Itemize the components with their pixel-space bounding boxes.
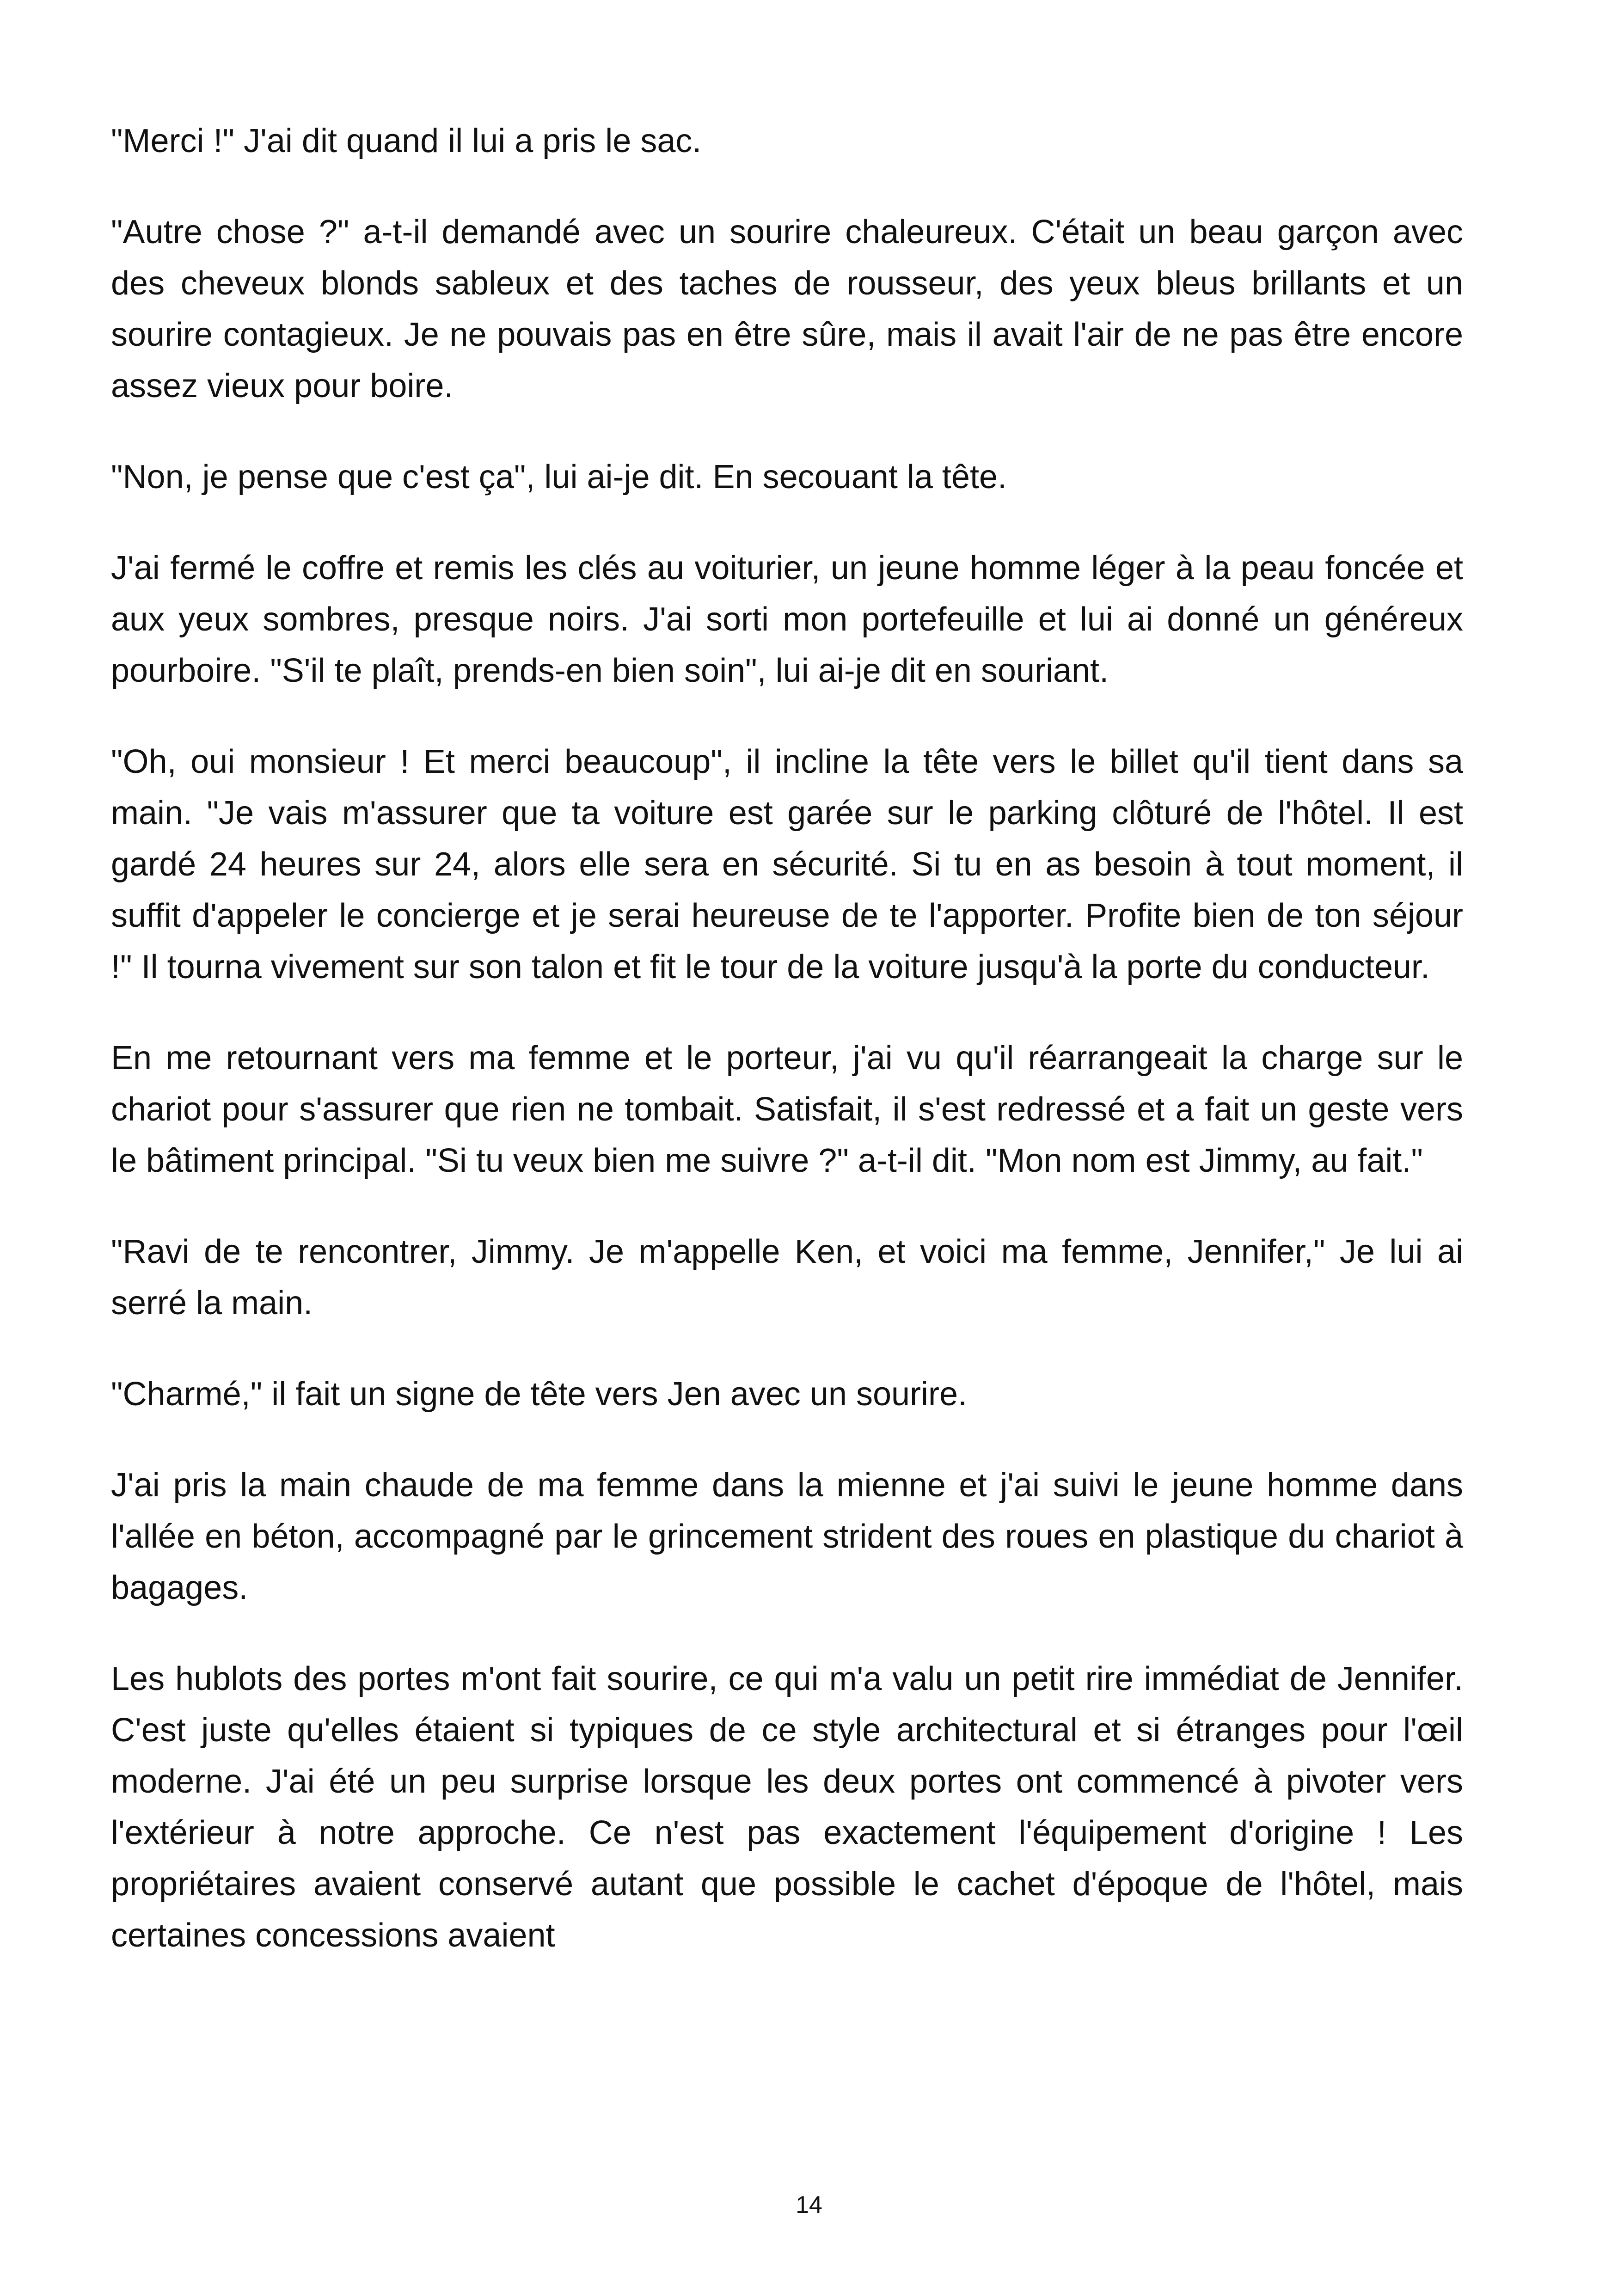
paragraph-4: J'ai fermé le coffre et remis les clés au voiturier, un jeune homme léger à la peau foncée et aux yeux sombres, presque noirs. J'ai sorti mon portefeuille et lui ai donné un généreux pourboire. "S'il te plaît, prends-en bien soin", lui ai-je dit en souriant. — [111, 550, 1463, 689]
paragraph-9: J'ai pris la main chaude de ma femme dans la mienne et j'ai suivi le jeune homme dans l'allée en béton, accompagné par le grincement strident des roues en plastique du chariot à bagages. — [111, 1467, 1463, 1606]
paragraph-10: Les hublots des portes m'ont fait sourire, ce qui m'a valu un petit rire immédiat de Jennifer. C'est juste qu'elles étaient si typiques de ce style architectural et si étranges pour l'œil moderne. J'ai été un peu surprise lorsque les deux portes ont commencé à pivoter vers l'extérieur à notre approche. Ce n'est pas exactement l'équipement d'origine ! Les propriétaires avaient conservé autant que possible le cachet d'époque de l'hôtel, mais certaines concessions avaient — [111, 1660, 1463, 1954]
page-number: 14 — [796, 2192, 822, 2218]
body-text — [111, 116, 1463, 2001]
paragraph-3: "Non, je pense que c'est ça", lui ai-je dit. En secouant la tête. — [111, 459, 1007, 496]
paragraph-5: "Oh, oui monsieur ! Et merci beaucoup", il incline la tête vers le billet qu'il tient dans sa main. "Je vais m'assurer que ta voiture est garée sur le parking clôturé de l'hôtel. Il est gardé 24 heures sur 24, alors elle sera en sécurité. Si tu en as besoin à tout moment, il suffit d'appeler le concierge et je serai heureuse de te l'apporter. Profite bien de ton séjour !" Il tourna vivement sur son talon et fit le tour de la voiture jusqu'à la porte du conducteur. — [111, 743, 1463, 986]
paragraph-2: "Autre chose ?" a-t-il demandé avec un sourire chaleureux. C'était un beau garçon avec des cheveux blonds sableux et des taches de rousseur, des yeux bleus brillants et un sourire contagieux. Je ne pouvais pas en être sûre, mais il avait l'air de ne pas être encore assez vieux pour boire. — [111, 214, 1463, 404]
paragraph-8: "Charmé," il fait un signe de tête vers Jen avec un sourire. — [111, 1376, 968, 1413]
paragraph-6: En me retournant vers ma femme et le porteur, j'ai vu qu'il réarrangeait la charge sur le chariot pour s'assurer que rien ne tombait. Satisfait, il s'est redressé et a fait un geste vers le bâtiment principal. "Si tu veux bien me suivre ?" a-t-il dit. "Mon nom est Jimmy, au fait." — [111, 1040, 1463, 1179]
paragraph-1: "Merci !" J'ai dit quand il lui a pris le sac. — [111, 122, 702, 159]
paragraph-7: "Ravi de te rencontrer, Jimmy. Je m'appelle Ken, et voici ma femme, Jennifer," Je lui ai serré la main. — [111, 1233, 1463, 1322]
